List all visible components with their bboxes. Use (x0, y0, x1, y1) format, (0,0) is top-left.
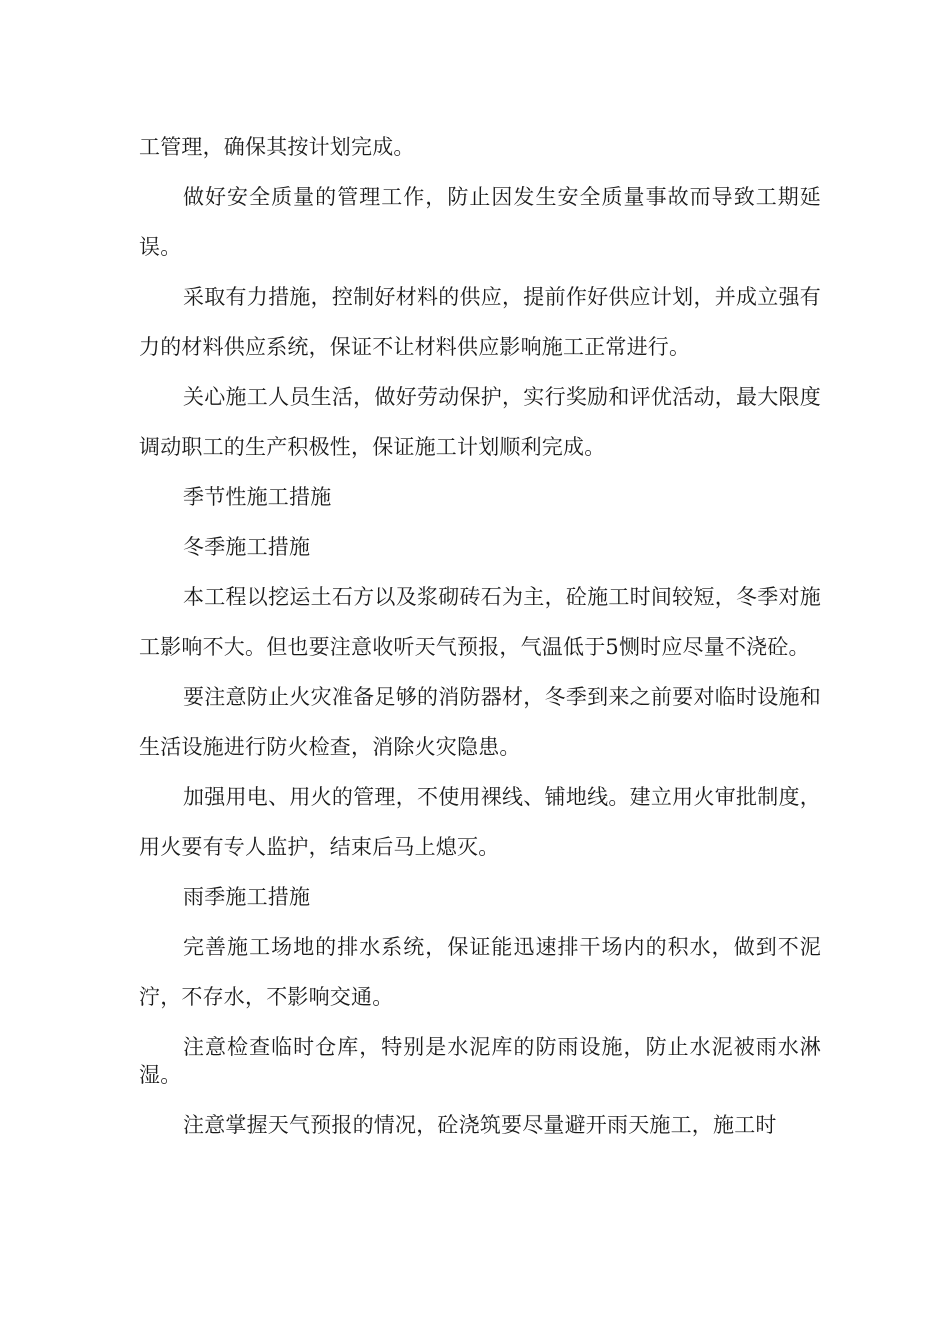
paragraph-warehouse: 注意检查临时仓库，特别是水泥库的防雨设施，防止水泥被雨水淋湿。 (139, 1035, 821, 1087)
document-page (139, 122, 821, 1150)
paragraph-material-supply: 采取有力措施，控制好材料的供应，提前作好供应计划，并成立强有力的材料供应系统，保证不让材料供应影响施工正常进行。 (139, 285, 821, 359)
heading-winter-measures: 冬季施工措施 (183, 535, 311, 559)
paragraph-weather-forecast: 注意掌握天气预报的情况，砼浇筑要尽量避开雨天施工，施工时 (183, 1113, 777, 1137)
paragraph-fire-prevention: 要注意防止火灾准备足够的消防器材，冬季到来之前要对临时设施和生活设施进行防火检查，消除火灾隐患。 (139, 685, 821, 759)
paragraph-electricity-fire: 加强用电、用火的管理，不使用裸线、铺地线。建立用火审批制度，用火要有专人监护，结束后马上熄灭。 (139, 785, 821, 859)
paragraph-worker-care: 关心施工人员生活，做好劳动保护，实行奖励和评优活动，最大限度调动职工的生产积极性，保证施工计划顺利完成。 (139, 385, 821, 459)
paragraph-winter-concrete: 本工程以挖运土石方以及浆砌砖石为主，砼施工时间较短，冬季对施工影响不大。但也要注意收听天气预报，气温低于5恻时应尽量不浇砼。 (139, 585, 821, 659)
heading-rainy-measures: 雨季施工措施 (183, 885, 311, 909)
paragraph-safety-quality: 做好安全质量的管理工作，防止因发生安全质量事故而导致工期延误。 (139, 185, 821, 259)
heading-seasonal-measures: 季节性施工措施 (183, 485, 332, 509)
paragraph-drainage: 完善施工场地的排水系统，保证能迅速排干场内的积水，做到不泥泞，不存水，不影响交通。 (139, 935, 821, 1009)
paragraph-continuation: 工管理，确保其按计划完成。 (139, 135, 415, 159)
